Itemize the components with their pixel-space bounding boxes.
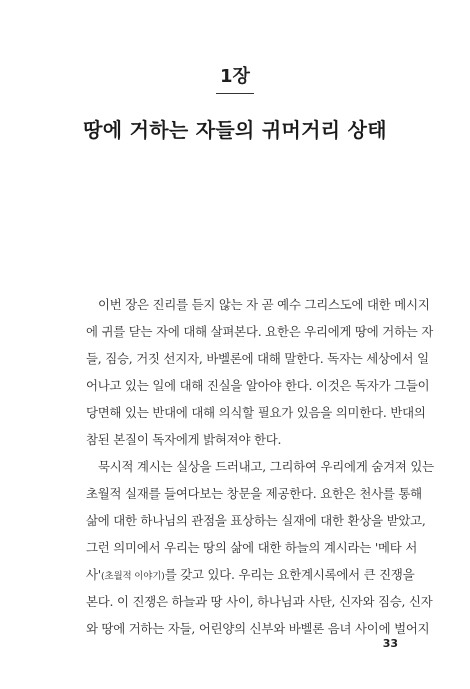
text-line: 당면해 있는 반대에 대해 의식할 필요가 있음을 의미한다. 반대의 bbox=[86, 405, 426, 420]
chapter-label: 1장 bbox=[220, 66, 250, 87]
chapter-title: 땅에 거하는 자들의 귀머거리 상태 bbox=[83, 118, 387, 142]
text-line: 어나고 있는 일에 대해 진실을 알아야 한다. 이것은 독자가 그들이 bbox=[86, 378, 430, 393]
text-line bbox=[86, 561, 415, 588]
text-line: 그런 의미에서 우리는 땅의 삶에 대한 하늘의 계시라는 '메타 서 bbox=[86, 540, 418, 555]
text-fragment: 사' bbox=[86, 567, 101, 582]
text-line: 본다. 이 진쟁은 하늘과 땅 사이, 하나님과 사탄, 신자와 짐승, 신자 bbox=[86, 594, 433, 609]
chapter-divider bbox=[216, 93, 254, 94]
text-line: 와 땅에 거하는 자들, 어린양의 신부와 바벨론 음녀 사이에 벌어지 bbox=[86, 621, 430, 636]
text-line: 들, 짐승, 거짓 선지자, 바벨론에 대해 말한다. 독자는 세상에서 일 bbox=[86, 351, 429, 366]
text-line: 참된 본질이 독자에게 밝혀져야 한다. bbox=[86, 432, 282, 447]
text-line: 이번 장은 진리를 듣지 않는 자 곧 예수 그리스도에 대한 메시지 bbox=[98, 297, 430, 312]
text-line: 에 귀를 닫는 자에 대해 살펴본다. 요한은 우리에게 땅에 거하는 자 bbox=[86, 324, 434, 339]
small-annotation: (초월적 이야기) bbox=[100, 571, 165, 582]
text-line: 삶에 대한 하나님의 관점을 표상하는 실재에 대한 환상을 받았고, bbox=[86, 513, 426, 528]
text-fragment: 를 갖고 있다. 우리는 요한계시록에서 큰 진쟁을 bbox=[164, 567, 415, 582]
text-line: 묵시적 계시는 실상을 드러내고, 그리하여 우리에게 숨겨져 있는 bbox=[98, 459, 434, 474]
page-number: 33 bbox=[382, 637, 398, 650]
body-text bbox=[86, 291, 434, 642]
text-line: 초월적 실재를 들여다보는 창문을 제공한다. 요한은 천사를 통해 bbox=[86, 486, 422, 501]
